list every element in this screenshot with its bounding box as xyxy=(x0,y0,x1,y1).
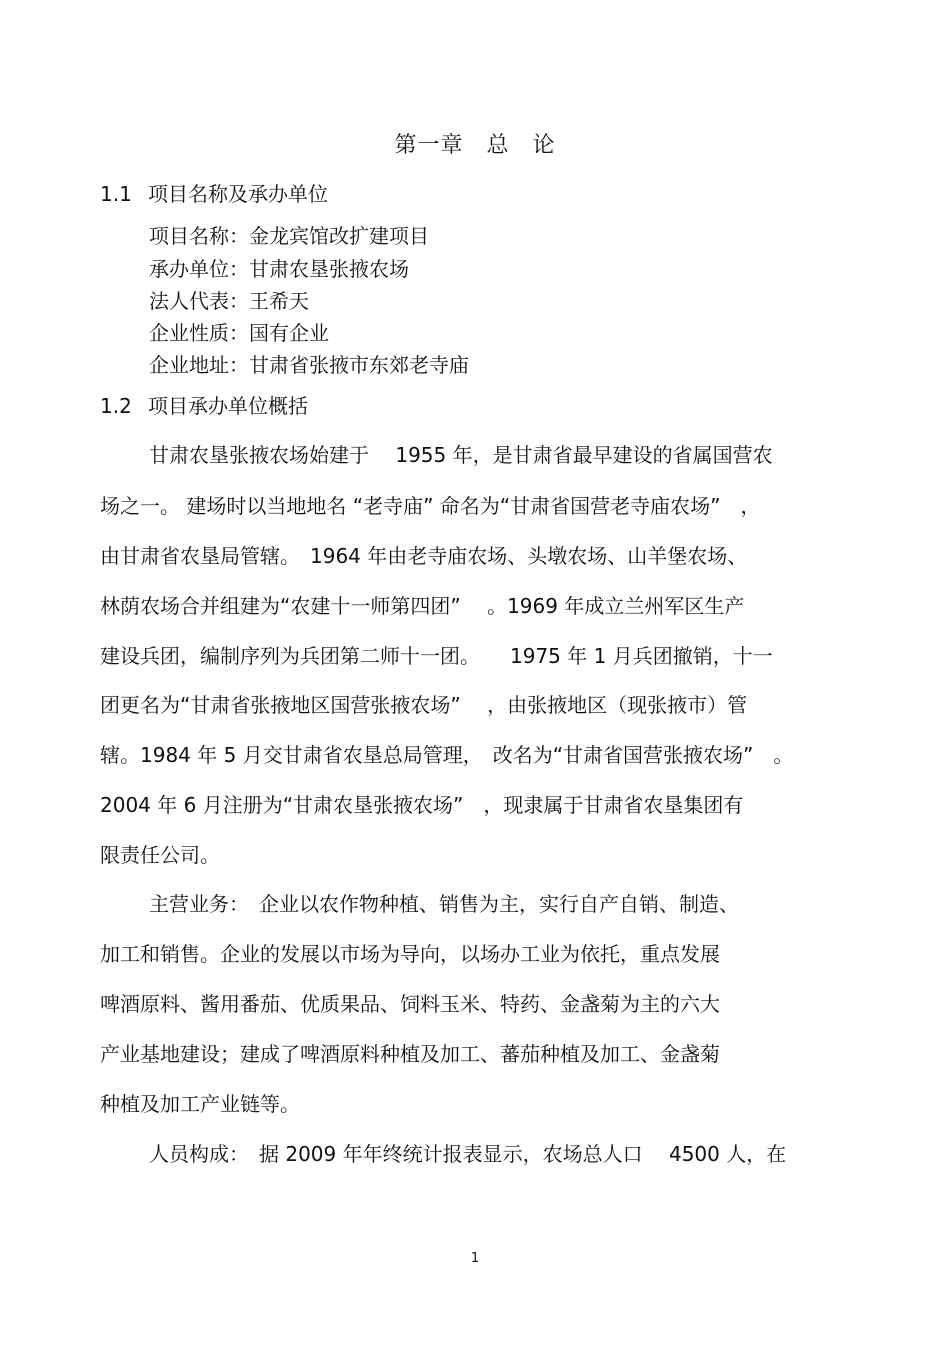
paragraph-2-line: 种植及加工产业链等。 xyxy=(100,1092,300,1116)
section-title: 项目承办单位概括 xyxy=(148,394,308,418)
paragraph-2-line: 啤酒原料、酱用番茄、优质果品、饲料玉米、特药、金盏菊为主的六大 xyxy=(100,992,720,1016)
paragraph-1-line: 限责任公司。 xyxy=(100,843,220,867)
paragraph-3-line: 人员构成： 据 2009 年年终统计报表显示，农场总人口 4500 人，在 xyxy=(149,1142,787,1166)
paragraph-1-line: 建设兵团，编制序列为兵团第二师十一团。 1975 年 1 月兵团撤销，十一 xyxy=(100,644,773,668)
section-title: 项目名称及承办单位 xyxy=(148,182,328,206)
info-address: 企业地址：甘肃省张掖市东郊老寺庙 xyxy=(149,353,469,377)
paragraph-2-line: 主营业务： 企业以农作物种植、销售为主，实行自产自销、制造、 xyxy=(149,892,739,916)
info-project-name: 项目名称：金龙宾馆改扩建项目 xyxy=(149,224,429,248)
paragraph-1-line: 2004 年 6 月注册为“甘肃农垦张掖农场” ，现隶属于甘肃省农垦集团有 xyxy=(100,793,744,817)
paragraph-1-line: 甘肃农垦张掖农场始建于 1955 年，是甘肃省最早建设的省属国营农 xyxy=(149,443,773,467)
paragraph-1-line: 辖。1984 年 5 月交甘肃省农垦总局管理， 改名为“甘肃省国营张掖农场” 。 xyxy=(100,743,794,767)
section-number: 1.2 xyxy=(100,394,132,418)
page-number: 1 xyxy=(470,1251,480,1266)
info-organizer: 承办单位：甘肃农垦张掖农场 xyxy=(149,257,409,281)
paragraph-1-line: 林荫农场合并组建为“农建十一师第四团” 。1969 年成立兰州军区生产 xyxy=(100,594,745,618)
info-enterprise-type: 企业性质：国有企业 xyxy=(149,321,329,345)
paragraph-1-line: 团更名为“甘肃省张掖地区国营张掖农场” ，由张掖地区（现张掖市）管 xyxy=(100,693,748,717)
paragraph-2-line: 产业基地建设；建成了啤酒原料种植及加工、蕃茄种植及加工、金盏菊 xyxy=(100,1042,720,1066)
section-heading-1-1 xyxy=(100,178,328,207)
paragraph-1-line: 场之一。 建场时以当地地名 “老寺庙” 命名为“甘肃省国营老寺庙农场” ， xyxy=(100,494,761,518)
paragraph-2-line: 加工和销售。企业的发展以市场为导向，以场办工业为依托，重点发展 xyxy=(100,942,720,966)
section-number: 1.1 xyxy=(100,182,132,206)
info-legal-representative: 法人代表：王希天 xyxy=(149,289,309,313)
section-heading-1-2 xyxy=(100,390,308,419)
chapter-title: 第一章 总 论 xyxy=(394,133,556,158)
paragraph-1-line: 由甘肃省农垦局管辖。 1964 年由老寺庙农场、头墩农场、山羊堡农场、 xyxy=(100,544,748,568)
